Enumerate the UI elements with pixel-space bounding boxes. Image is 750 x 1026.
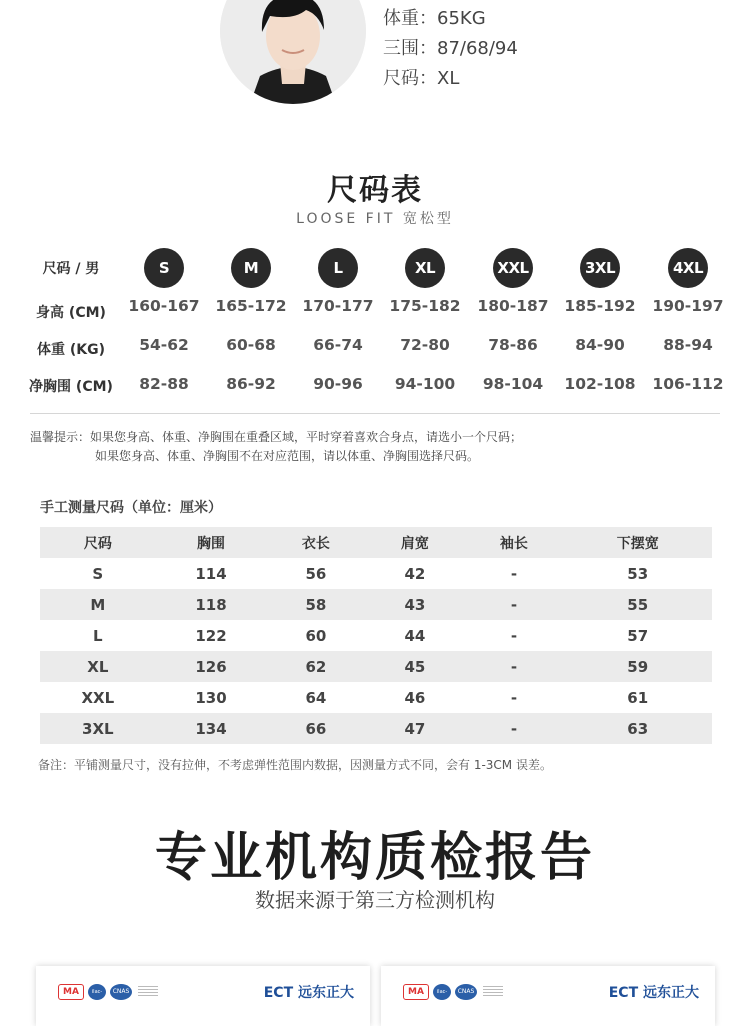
table-cell: 46: [404, 688, 426, 707]
weight-row: [28, 329, 730, 368]
height-cell: 175-182: [389, 297, 461, 315]
height-cell: 170-177: [302, 297, 374, 315]
table-row: [40, 682, 712, 713]
cnas-badge: CNAS: [455, 984, 477, 1000]
weight-cell: 60-68: [226, 336, 276, 354]
table-cell: -: [510, 688, 518, 707]
height-row: [28, 290, 730, 329]
model-size: 尺码：XL: [383, 68, 460, 89]
size-row: [28, 246, 730, 290]
weight-cell: 78-86: [488, 336, 538, 354]
table-cell: 63: [627, 719, 649, 738]
ect-logo: ECT 远东正大: [263, 985, 354, 1001]
tip-line-1: 温馨提示：如果您身高、体重、净胸围在重叠区域，平时穿着喜欢合身点，请选小一个尺码；: [30, 430, 523, 444]
measure-note: 备注：平铺测量尺寸，没有拉伸，不考虑弹性范围内数据，因测量方式不同，会有 1-3CM 误差。: [38, 758, 552, 772]
model-measurements: 三围：87/68/94: [383, 38, 518, 59]
height-cell: 165-172: [215, 297, 287, 315]
row-label-weight: 体重 (KG): [36, 342, 105, 358]
tip-line-2: 如果您身高、体重、净胸围不在对应范围，请以体重、净胸围选择尺码。: [95, 449, 480, 463]
table-row: [40, 589, 712, 620]
manual-measure-table: [40, 527, 712, 744]
table-cell: 130: [195, 688, 227, 707]
table-cell: 118: [195, 595, 227, 614]
table-row: [40, 620, 712, 651]
table-cell: -: [510, 719, 518, 738]
cma-badge: MA: [403, 984, 429, 1000]
table-cell: 59: [627, 657, 649, 676]
table-row: [40, 713, 712, 744]
chest-cell: 86-92: [226, 375, 276, 393]
size-circle: 4XL: [668, 248, 708, 288]
model-weight: 体重：65KG: [383, 8, 486, 29]
table-cell: -: [510, 657, 518, 676]
table-cell: 3XL: [82, 719, 114, 738]
table-cell: 43: [404, 595, 426, 614]
table-cell: 61: [627, 688, 649, 707]
size-circle: XXL: [493, 248, 533, 288]
table-cell: 64: [305, 688, 327, 707]
table-cell: 45: [404, 657, 426, 676]
table-cell: XL: [87, 657, 109, 676]
size-circle: M: [231, 248, 271, 288]
row-label-chest: 净胸围 (CM): [29, 379, 113, 395]
table-cell: M: [90, 595, 106, 614]
column-header: 袖长: [499, 535, 528, 552]
row-label-height: 身高 (CM): [36, 305, 106, 321]
chest-cell: 90-96: [313, 375, 363, 393]
table-cell: 126: [195, 657, 227, 676]
table-cell: 66: [305, 719, 327, 738]
report-subtitle: 数据来源于第三方检测机构: [255, 888, 495, 912]
table-cell: S: [92, 564, 104, 583]
cnas-badge: CNAS: [110, 984, 132, 1000]
height-cell: 160-167: [128, 297, 200, 315]
table-cell: 56: [305, 564, 327, 583]
size-circle: 3XL: [580, 248, 620, 288]
chest-cell: 106-112: [652, 375, 724, 393]
column-header: 胸围: [197, 535, 226, 552]
height-cell: 185-192: [564, 297, 636, 315]
table-cell: 62: [305, 657, 327, 676]
cma-badge: MA: [58, 984, 84, 1000]
table-cell: 134: [195, 719, 227, 738]
weight-cell: 54-62: [139, 336, 189, 354]
table-cell: XXL: [81, 688, 115, 707]
ect-logo: ECT 远东正大: [608, 985, 699, 1001]
row-label-size: 尺码 / 男: [42, 261, 100, 277]
model-photo: [220, 0, 366, 104]
size-circle: S: [144, 248, 184, 288]
table-cell: 44: [404, 626, 426, 645]
fine-print: [138, 986, 158, 997]
table-cell: 55: [627, 595, 649, 614]
report-card[interactable]: [36, 966, 370, 1026]
chest-cell: 82-88: [139, 375, 189, 393]
table-cell: -: [510, 595, 518, 614]
column-header: 肩宽: [400, 535, 429, 552]
table-row: [40, 558, 712, 589]
report-title: 专业机构质检报告: [154, 828, 595, 888]
size-chart-title: 尺码表: [327, 173, 423, 208]
size-circle: L: [318, 248, 358, 288]
column-header: 尺码: [83, 535, 112, 552]
model-info: [383, 4, 518, 94]
table-cell: L: [93, 626, 103, 645]
weight-cell: 88-94: [663, 336, 713, 354]
report-card[interactable]: [381, 966, 715, 1026]
column-header: 衣长: [301, 535, 330, 552]
chest-cell: 102-108: [564, 375, 636, 393]
weight-cell: 72-80: [400, 336, 450, 354]
size-chart-subtitle: LOOSE FIT 宽松型: [296, 211, 454, 227]
table-cell: 60: [305, 626, 327, 645]
ilac-badge: ilac-MRA: [433, 984, 451, 1000]
table-cell: 114: [195, 564, 227, 583]
table-cell: 58: [305, 595, 327, 614]
chest-cell: 94-100: [394, 375, 456, 393]
table-row: [40, 651, 712, 682]
height-cell: 190-197: [652, 297, 724, 315]
table-cell: 53: [627, 564, 649, 583]
size-circle: XL: [405, 248, 445, 288]
ilac-badge: ilac-MRA: [88, 984, 106, 1000]
weight-cell: 66-74: [313, 336, 363, 354]
chest-cell: 98-104: [482, 375, 544, 393]
column-header: 下摆宽: [616, 535, 659, 552]
table-cell: 47: [404, 719, 426, 738]
table-cell: -: [510, 626, 518, 645]
fine-print: [483, 986, 503, 997]
table-cell: -: [510, 564, 518, 583]
size-tip: [30, 428, 522, 466]
chest-row: [28, 368, 730, 407]
table-header-row: [40, 527, 712, 558]
divider: [30, 413, 720, 414]
weight-cell: 84-90: [575, 336, 625, 354]
table-cell: 42: [404, 564, 426, 583]
size-table: [28, 246, 730, 407]
manual-measure-title: 手工测量尺码（单位：厘米）: [40, 500, 222, 516]
height-cell: 180-187: [477, 297, 549, 315]
table-cell: 122: [195, 626, 227, 645]
table-cell: 57: [627, 626, 649, 645]
